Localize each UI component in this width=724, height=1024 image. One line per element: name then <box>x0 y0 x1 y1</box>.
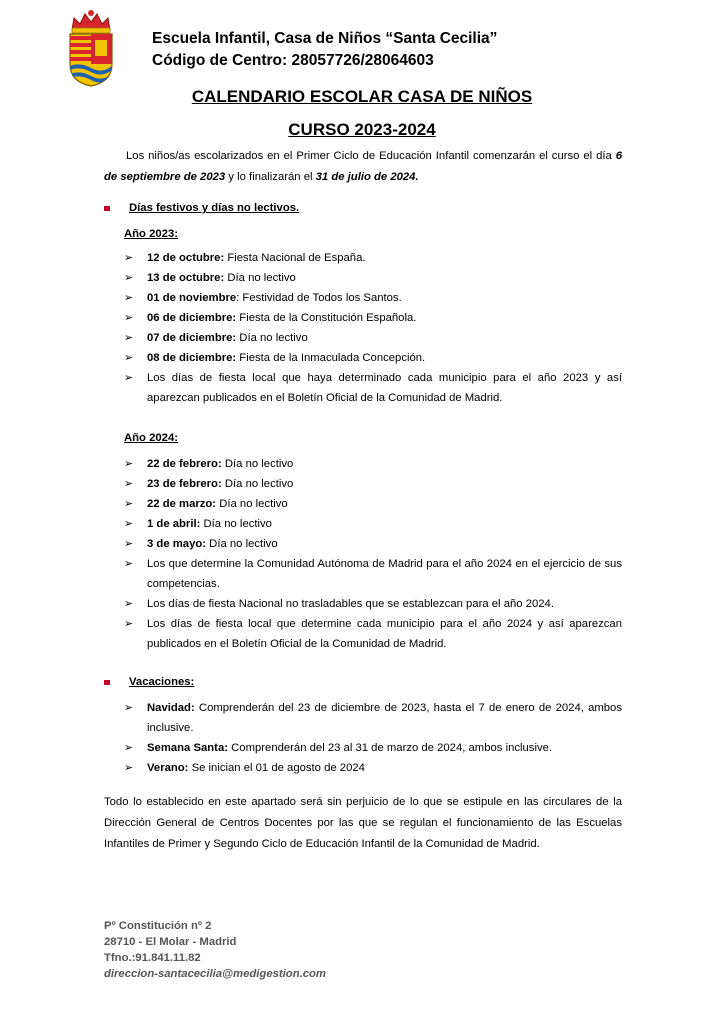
year-2024-list <box>124 454 622 654</box>
list-item: ➢ 06 de diciembre: Fiesta de la Constitución Española. <box>124 308 622 328</box>
list-item: ➢ Verano: Se inician el 01 de agosto de 2024 <box>124 758 622 778</box>
school-code: Código de Centro: 28057726/28064603 <box>152 52 434 69</box>
arrow-bullet-icon: ➢ <box>124 312 134 324</box>
list-item: ➢ 22 de febrero: Día no lectivo <box>124 454 622 474</box>
list-item: ➢ Los días de fiesta local que determine cada municipio para el año 2024 y así aparezcan publicados en el Boletín Oficial de la Comunidad de Madrid. <box>124 614 622 654</box>
list-item: ➢ 07 de diciembre: Día no lectivo <box>124 328 622 348</box>
arrow-bullet-icon: ➢ <box>124 252 134 264</box>
arrow-bullet-icon: ➢ <box>124 558 134 570</box>
list-item: ➢ 1 de abril: Día no lectivo <box>124 514 622 534</box>
start-date: 6 de septiembre de 2023 <box>104 150 622 183</box>
arrow-bullet-icon: ➢ <box>124 292 134 304</box>
year-2024-label: Año 2024: <box>124 432 178 444</box>
list-item: ➢ Navidad: Comprenderán del 23 de diciembre de 2023, hasta el 7 de enero de 2024, ambos inclusive. <box>124 698 622 738</box>
arrow-bullet-icon: ➢ <box>124 352 134 364</box>
footer-email: direccion-santacecilia@medigestion.com <box>104 968 326 980</box>
arrow-bullet-icon: ➢ <box>124 478 134 490</box>
section-holidays-label: Días festivos y días no lectivos. <box>129 202 300 214</box>
list-item: ➢ 13 de octubre: Día no lectivo <box>124 268 622 288</box>
section-vacations-label: Vacaciones: <box>129 676 195 688</box>
list-item: ➢ 3 de mayo: Día no lectivo <box>124 534 622 554</box>
square-bullet-icon <box>104 680 110 685</box>
arrow-bullet-icon: ➢ <box>124 598 134 610</box>
end-date: 31 de julio de 2024. <box>315 171 419 183</box>
footer-phone: Tfno.:91.841.11.82 <box>104 952 201 964</box>
arrow-bullet-icon: ➢ <box>124 498 134 510</box>
list-item: ➢ Los días de fiesta Nacional no trasladables que se establezcan para el año 2024. <box>124 594 622 614</box>
arrow-bullet-icon: ➢ <box>124 332 134 344</box>
list-item: ➢ 23 de febrero: Día no lectivo <box>124 474 622 494</box>
arrow-bullet-icon: ➢ <box>124 518 134 530</box>
footer-address: Pº Constitución nº 2 <box>104 920 212 932</box>
list-item: ➢ Los días de fiesta local que haya determinado cada municipio para el año 2023 y así aparezcan publicados en el Boletín Oficial de la Comunidad de Madrid. <box>124 368 622 408</box>
footer-contact <box>104 918 326 982</box>
square-bullet-icon <box>104 206 110 211</box>
list-item: ➢ 22 de marzo: Día no lectivo <box>124 494 622 514</box>
school-name: Escuela Infantil, Casa de Niños “Santa Cecilia” <box>152 30 498 47</box>
arrow-bullet-icon: ➢ <box>124 372 134 384</box>
year-2023-label: Año 2023: <box>124 228 178 240</box>
arrow-bullet-icon: ➢ <box>124 762 134 774</box>
footer-city: 28710 - El Molar - Madrid <box>104 936 237 948</box>
list-item: ➢ 01 de noviembre: Festividad de Todos los Santos. <box>124 288 622 308</box>
list-item: ➢ 12 de octubre: Fiesta Nacional de España. <box>124 248 622 268</box>
course-title: CURSO 2023-2024 <box>288 120 436 139</box>
year-2023-list <box>124 248 622 408</box>
list-item: ➢ 08 de diciembre: Fiesta de la Inmaculada Concepción. <box>124 348 622 368</box>
arrow-bullet-icon: ➢ <box>124 538 134 550</box>
arrow-bullet-icon: ➢ <box>124 742 134 754</box>
vacations-list <box>124 698 622 778</box>
list-item: ➢ Los que determine la Comunidad Autónoma de Madrid para el año 2024 en el ejercicio de sus competencias. <box>124 554 622 594</box>
closing-paragraph: Todo lo establecido en este apartado será sin perjuicio de lo que se estipule en las circulares de la Dirección General de Centros Docentes por las que se regulan el funcionamiento de las Escuelas Infantiles de Primer y Segundo Ciclo de Educación Infantil de la Comunidad de Madrid. <box>104 796 622 850</box>
arrow-bullet-icon: ➢ <box>124 458 134 470</box>
list-item: ➢ Semana Santa: Comprenderán del 23 al 31 de marzo de 2024, ambos inclusive. <box>124 738 622 758</box>
intro-paragraph: Los niños/as escolarizados en el Primer Ciclo de Educación Infantil comenzarán el curso el día 6 de septiembre de 2023 y lo finalizarán el 31 de julio de 2024. <box>104 150 622 183</box>
municipal-crest-logo <box>64 8 118 88</box>
arrow-bullet-icon: ➢ <box>124 618 134 630</box>
document-title: CALENDARIO ESCOLAR CASA DE NIÑOS <box>191 87 533 106</box>
arrow-bullet-icon: ➢ <box>124 702 134 714</box>
arrow-bullet-icon: ➢ <box>124 272 134 284</box>
